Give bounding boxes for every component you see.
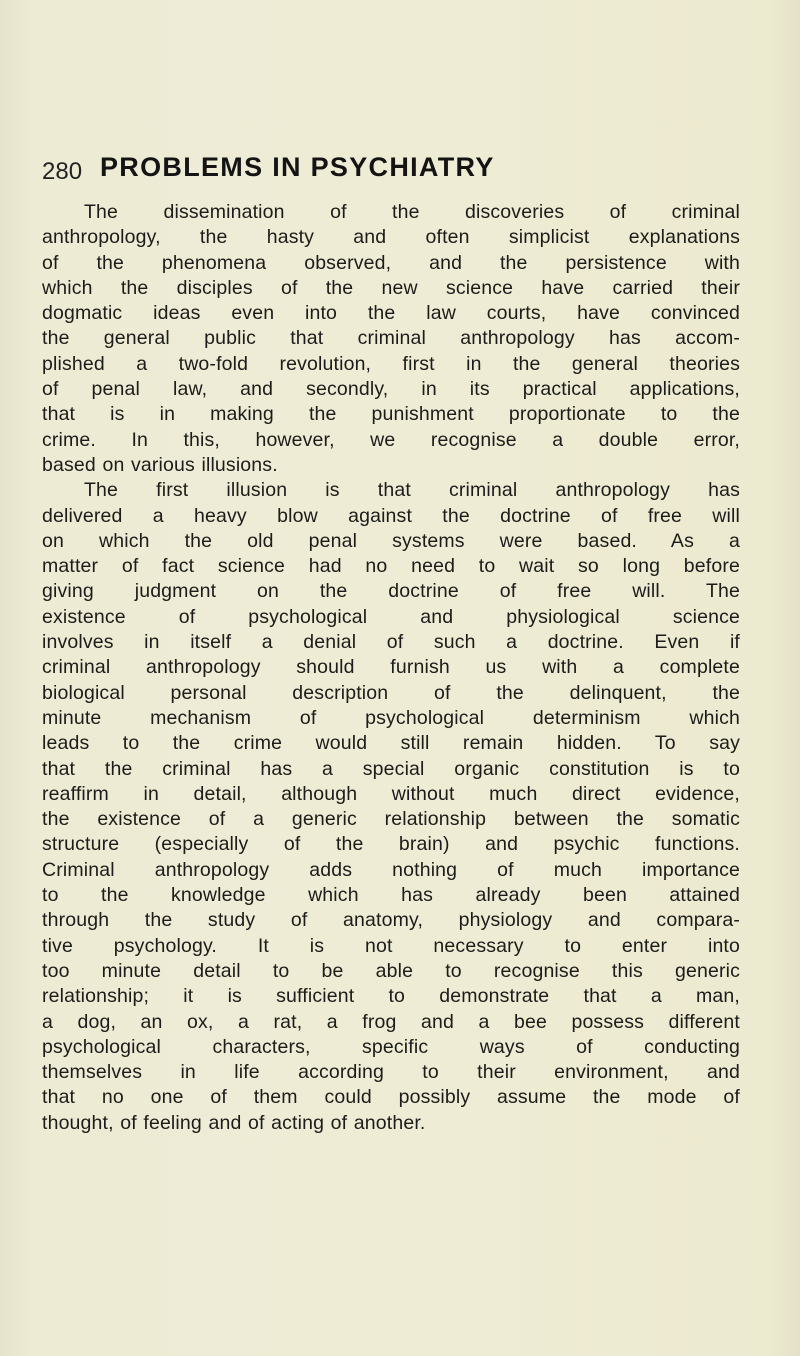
text-line: that the criminal has a special organic constitution is to — [42, 757, 740, 780]
text-line: relationship; it is sufficient to demonstrate that a man, — [42, 985, 740, 1008]
text-line: biological personal description of the delinquent, the — [42, 681, 740, 704]
text-line: The dissemination of the discoveries of criminal — [84, 201, 740, 223]
text-line: matter of fact science had no need to wait so long before — [42, 555, 740, 578]
text-line: psychological characters, specific ways of conducting — [42, 1035, 740, 1058]
text-line: delivered a heavy blow against the doctrine of free will — [42, 504, 740, 527]
text-line: minute mechanism of psychological determinism which — [42, 706, 740, 729]
text-line: leads to the crime would still remain hidden. To say — [42, 732, 740, 755]
text-line: anthropology, the hasty and often simplicist explanations — [42, 226, 740, 249]
text-line: The first illusion is that criminal anthropology has — [84, 479, 740, 502]
text-line: through the study of anatomy, physiology and compara- — [42, 909, 740, 932]
text-line: crime. In this, however, we recognise a double error, — [42, 428, 740, 451]
text-line: involves in itself a denial of such a doctrine. Even if — [42, 631, 740, 654]
text-line: of penal law, and secondly, in its practical applications, — [42, 378, 740, 401]
text-line: a dog, an ox, a rat, a frog and a bee possess different — [42, 1010, 740, 1033]
body-text — [42, 200, 740, 1136]
text-line: dogmatic ideas even into the law courts, have convinced — [42, 302, 740, 325]
text-line: the existence of a generic relationship between the somatic — [42, 808, 740, 831]
text-line: tive psychology. It is not necessary to enter into — [42, 934, 740, 957]
running-head: PROBLEMS IN PSYCHIATRY — [100, 152, 495, 182]
text-line: the general public that criminal anthropology has accom- — [42, 327, 740, 350]
text-line: of the phenomena observed, and the persistence with — [42, 251, 740, 274]
text-line: structure (especially of the brain) and psychic functions. — [42, 833, 740, 856]
text-line: Criminal anthropology adds nothing of much importance — [42, 858, 740, 881]
text-line: criminal anthropology should furnish us with a complete — [42, 656, 740, 679]
text-line: giving judgment on the doctrine of free will. The — [42, 580, 740, 603]
text-line: existence of psychological and physiological science — [42, 605, 740, 628]
page-number: 280 — [42, 158, 83, 185]
text-line: too minute detail to be able to recognise this generic — [42, 959, 740, 982]
text-line: that is in making the punishment proportionate to the — [42, 403, 740, 426]
text-line: that no one of them could possibly assume the mode of — [42, 1086, 740, 1109]
text-line: on which the old penal systems were based. As a — [42, 529, 740, 552]
text-line: themselves in life according to their environment, and — [42, 1061, 740, 1084]
text-line: which the disciples of the new science have carried their — [42, 276, 740, 299]
text-line: plished a two-fold revolution, first in the general theories — [42, 352, 740, 375]
text-line: based on various illusions. — [42, 453, 278, 476]
page-header — [42, 152, 742, 184]
text-line: thought, of feeling and of acting of another. — [42, 1111, 426, 1134]
text-line: to the knowledge which has already been attained — [42, 884, 740, 907]
text-line: reaffirm in detail, although without much direct evidence, — [42, 782, 740, 805]
